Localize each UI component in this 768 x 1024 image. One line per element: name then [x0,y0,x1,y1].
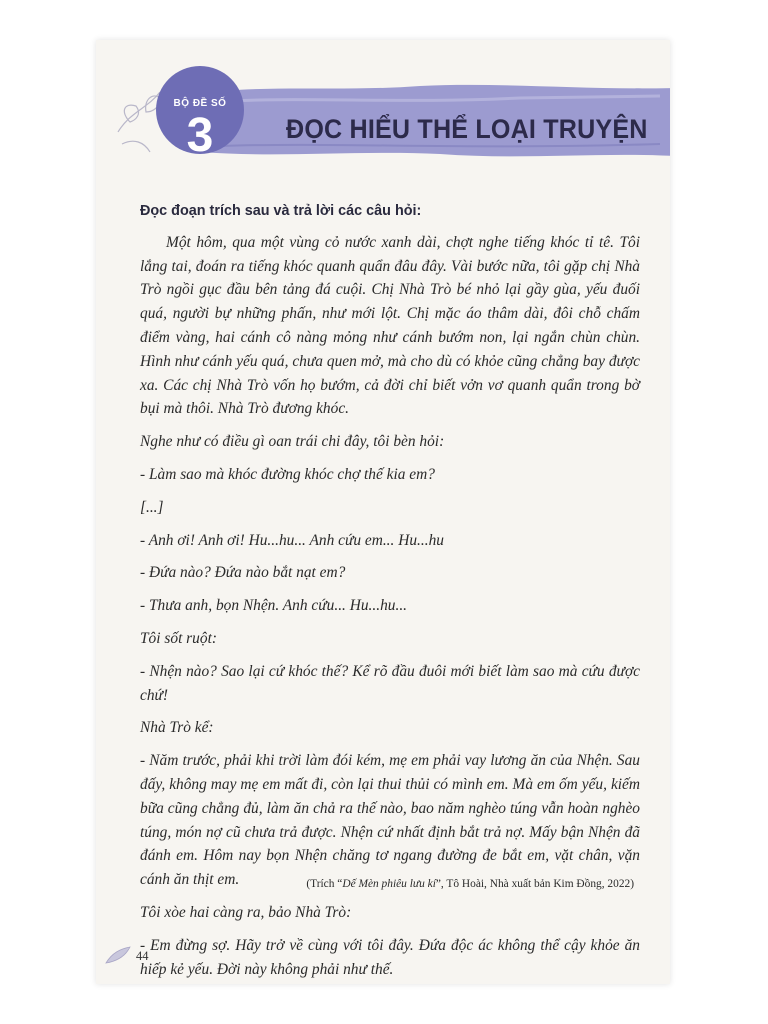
dialogue-line: - Đứa nào? Đứa nào bắt nạt em? [140,564,346,582]
citation-suffix: ”, Tô Hoài, Nhà xuất bản Kim Đồng, 2022) [435,878,634,890]
dialogue-line: - Thưa anh, bọn Nhện. Anh cứu... Hu...hu... [140,597,408,615]
instruction-heading: Đọc đoạn trích sau và trả lời các câu hỏi: [140,203,422,219]
narration-line: Nghe như có điều gì oan trái chi đây, tôi bèn hỏi: [140,433,445,451]
narration-line: Tôi xòe hai càng ra, bảo Nhà Trò: [140,903,352,921]
corner-leaf-icon [104,943,132,967]
narration-line: Tôi sốt ruột: [140,629,217,647]
dialogue-paragraph: - Năm trước, phải khi trời làm đói kém, mẹ em phải vay lương ăn của Nhện. Sau đấy, không may mẹ em mất đi, còn lại thui thủi có mình em. Mà em ốm yếu, kiếm bữa cũng chẳng đủ, làm ăn chả ra thế nào, bao năm nghèo túng vẫn hoàn nghèo túng, món nợ cũ chưa trả được. Nhện cứ nhất định bắt trả nợ. Mấy bận Nhện đã đánh em. Hôm nay bọn Nhện chăng tơ ngang đường đe bắt em, vặt chân, vặn cánh ăn thịt em. [140,752,640,889]
flower-decoration-icon [118,92,160,152]
page-title: ĐỌC HIỂU THỂ LOẠI TRUYỆN [286,114,648,144]
header-banner [100,62,670,162]
citation-work-title: Dế Mèn phiêu lưu kí [342,878,436,890]
narration-line: Nhà Trò kể: [140,719,214,737]
dialogue-paragraph: - Em đừng sợ. Hãy trở về cùng với tôi đây. Đứa độc ác không thể cậy khỏe ăn hiếp kẻ yếu. Đời này không phải như thế. [140,936,640,978]
intro-paragraph: Một hôm, qua một vùng cỏ nước xanh dài, chợt nghe tiếng khóc tỉ tê. Tôi lắng tai, đoán ra tiếng khóc quanh quẩn đâu đây. Vài bước nữa, tôi gặp chị Nhà Trò ngồi gục đầu bên tảng đá cuội. Chị Nhà Trò bé nhỏ lại gầy gùa, yếu đuối quá, người bự những phấn, như mới lột. Chị mặc áo thâm dài, đôi chỗ chấm điểm vàng, hai cánh cô nàng mỏng như cánh bướm non, lại ngắn chùn chùn. Hình như cánh yếu quá, chưa quen mở, mà cho dù có khỏe cũng chẳng bay được xa. Các chị Nhà Trò vốn họ bướm, cả đời chỉ biết vởn vơ quanh quẩn trong bờ bụi mà thôi. Nhà Trò đương khóc. [140,233,640,418]
source-citation [140,878,634,890]
badge-label: BỘ ĐỀ SỐ [173,98,227,109]
reading-passage [140,200,640,981]
dialogue-line: - Làm sao mà khóc đường khóc chợ thế kia em? [140,465,435,483]
page-number: 44 [136,949,149,963]
dialogue-line: - Anh ơi! Anh ơi! Hu...hu... Anh cứu em... Hu...hu [140,531,444,549]
omission-marker: [...] [140,498,164,516]
badge-number: 3 [186,109,214,162]
book-page [96,40,670,984]
citation-prefix: (Trích “ [306,878,343,890]
dialogue-line: - Nhện nào? Sao lại cứ khóc thế? Kể rõ đầu đuôi mới biết làm sao mà cứu được chứ! [140,662,640,704]
